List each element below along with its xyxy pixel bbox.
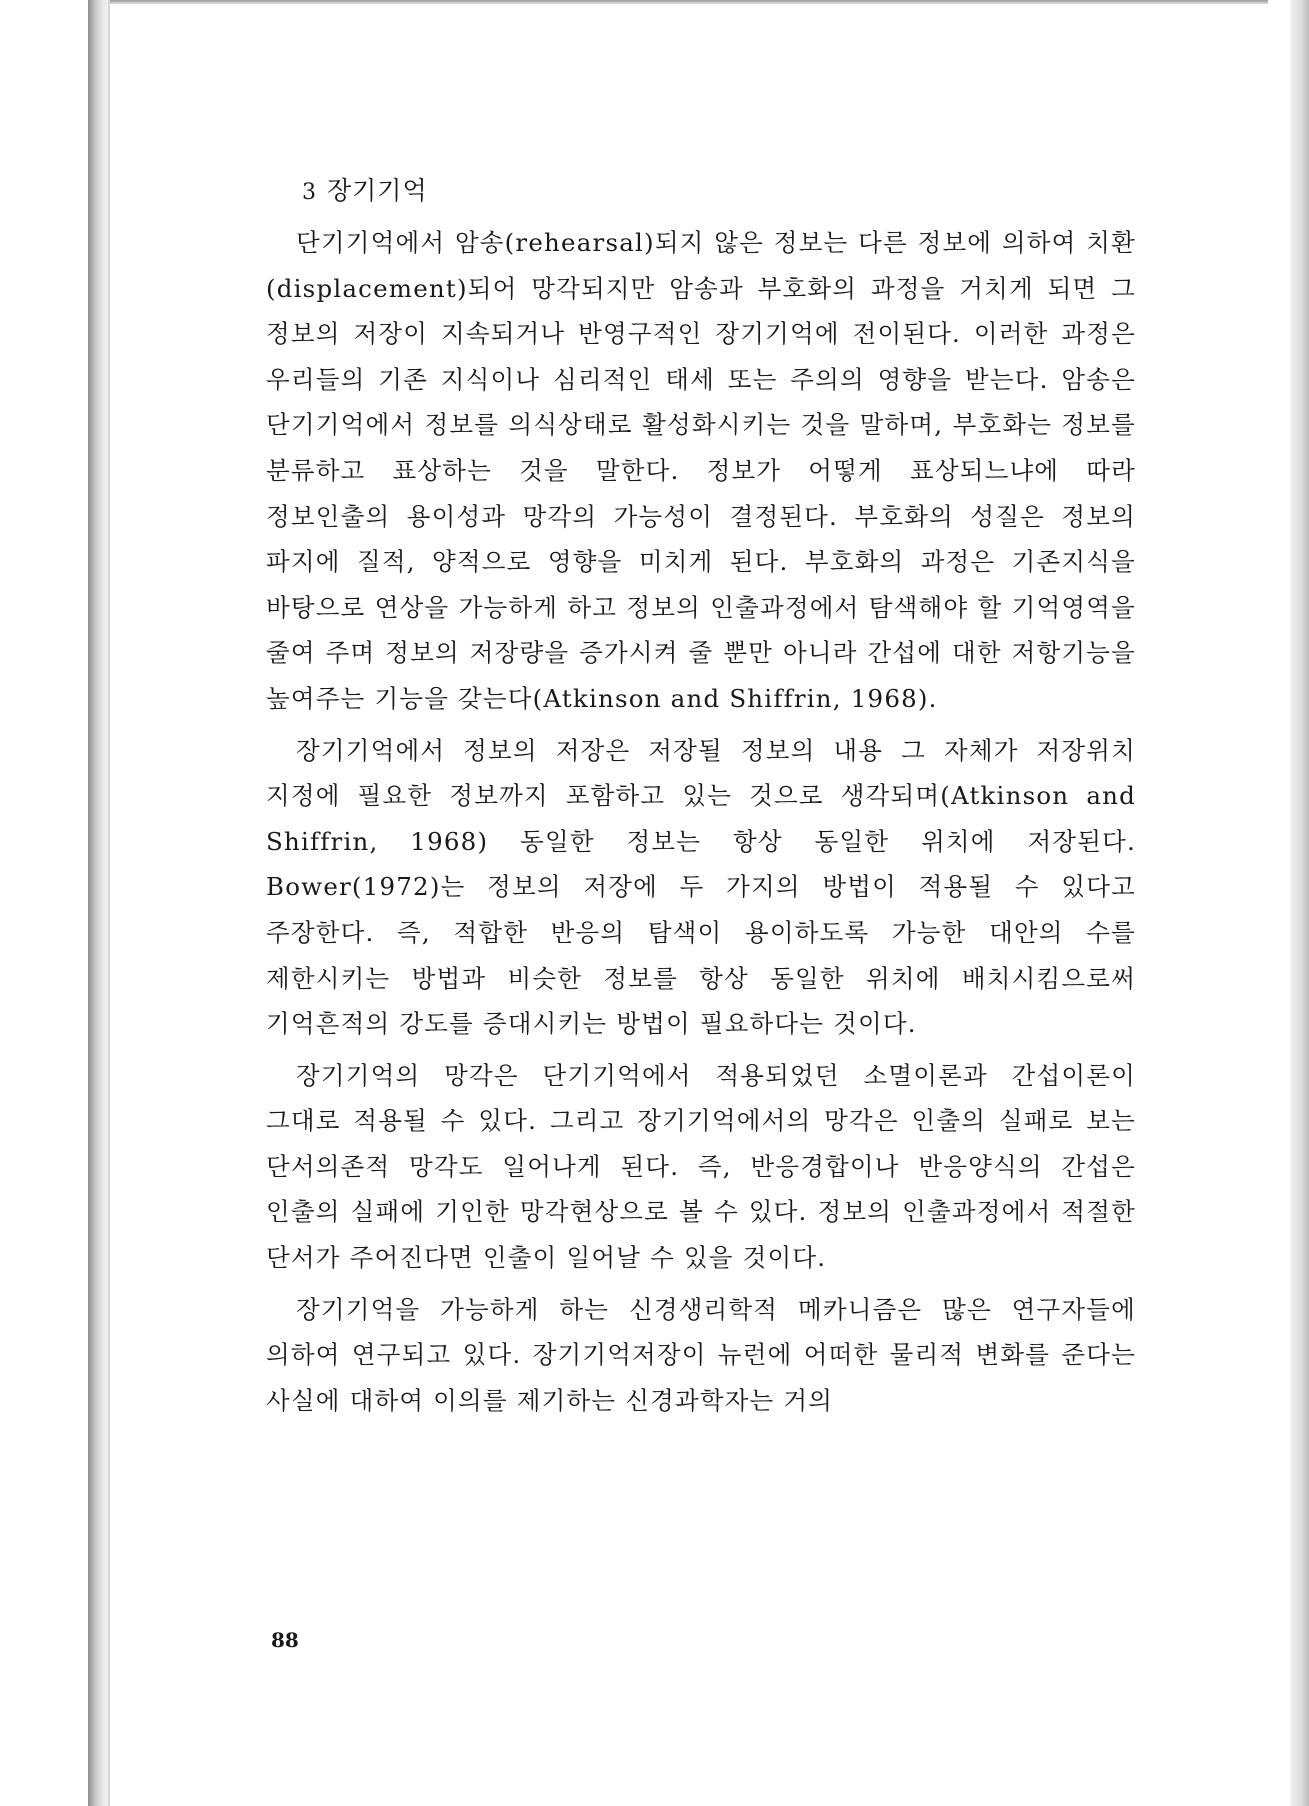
paragraph-3: 장기기억의 망각은 단기기억에서 적용되었던 소멸이론과 간섭이론이 그대로 적용될 수 있다. 그리고 장기기억에서의 망각은 인출의 실패로 보는 단서의존적 망각도 일어나게 된다. 즉, 반응경합이나 반응양식의 간섭은 인출의 실패에 기인한 망각현상으로 볼 수 있다. 정보의 인출과정에서 적절한 단서가 주어진다면 인출이 일어날 수 있을 것이다. xyxy=(266,1060,1136,1273)
paragraph-1: 단기기억에서 암송(rehearsal)되지 않은 정보는 다른 정보에 의하여 치환(displacement)되어 망각되지만 암송과 부호화의 과정을 거치게 되면 그 정보의 저장이 지속되거나 반영구적인 장기기억에 전이된다. 이러한 과정은 우리들의 기존 지식이나 심리적인 태세 또는 주의의 영향을 받는다. 암송은 단기기억에서 정보를 의식상태로 활성화시키는 것을 말하며, 부호화는 정보를 분류하고 표상하는 것을 말한다. 정보가 어떻게 표상되느냐에 따라 정보인출의 용이성과 망각의 가능성이 결정된다. 부호화의 성질은 정보의 파지에 질적, 양적으로 영향을 미치게 된다. 부호화의 과정은 기존지식을 바탕으로 연상을 가능하게 하고 정보의 인출과정에서 탐색해야 할 기억영역을 줄여 주며 정보의 저장량을 증가시켜 줄 뿐만 아니라 간섭에 대한 저항기능을 높여주는 기능을 갖는다(Atkinson and Shiffrin, 1968). xyxy=(266,228,1136,713)
book-spine xyxy=(88,0,110,1806)
page-left-edge xyxy=(108,0,110,1806)
paragraph-4: 장기기억을 가능하게 하는 신경생리학적 메카니즘은 많은 연구자들에 의하여 연구되고 있다. 장기기억저장이 뉴런에 어떠한 물리적 변화를 준다는 사실에 대하여 이의를 제기하는 신경과학자는 거의 xyxy=(266,1294,1136,1415)
section-title-text: 장기기억 xyxy=(327,176,428,205)
page-body xyxy=(266,170,1136,1429)
page-top-edge xyxy=(88,0,1268,4)
section-number: 3 xyxy=(302,180,317,205)
page-number: 88 xyxy=(271,1628,299,1652)
page-right-edge xyxy=(1290,0,1309,1806)
section-heading xyxy=(302,170,1136,214)
paragraph-2: 장기기억에서 정보의 저장은 저장될 정보의 내용 그 자체가 저장위치 지정에 필요한 정보까지 포함하고 있는 것으로 생각되며(Atkinson and Shiffrin, 1968) 동일한 정보는 항상 동일한 위치에 저장된다. Bower(1972)는 정보의 저장에 두 가지의 방법이 적용될 수 있다고 주장한다. 즉, 적합한 반응의 탐색이 용이하도록 가능한 대안의 수를 제한시키는 방법과 비슷한 정보를 항상 동일한 위치에 배치시킴으로써 기억흔적의 강도를 증대시키는 방법이 필요하다는 것이다. xyxy=(266,735,1136,1039)
